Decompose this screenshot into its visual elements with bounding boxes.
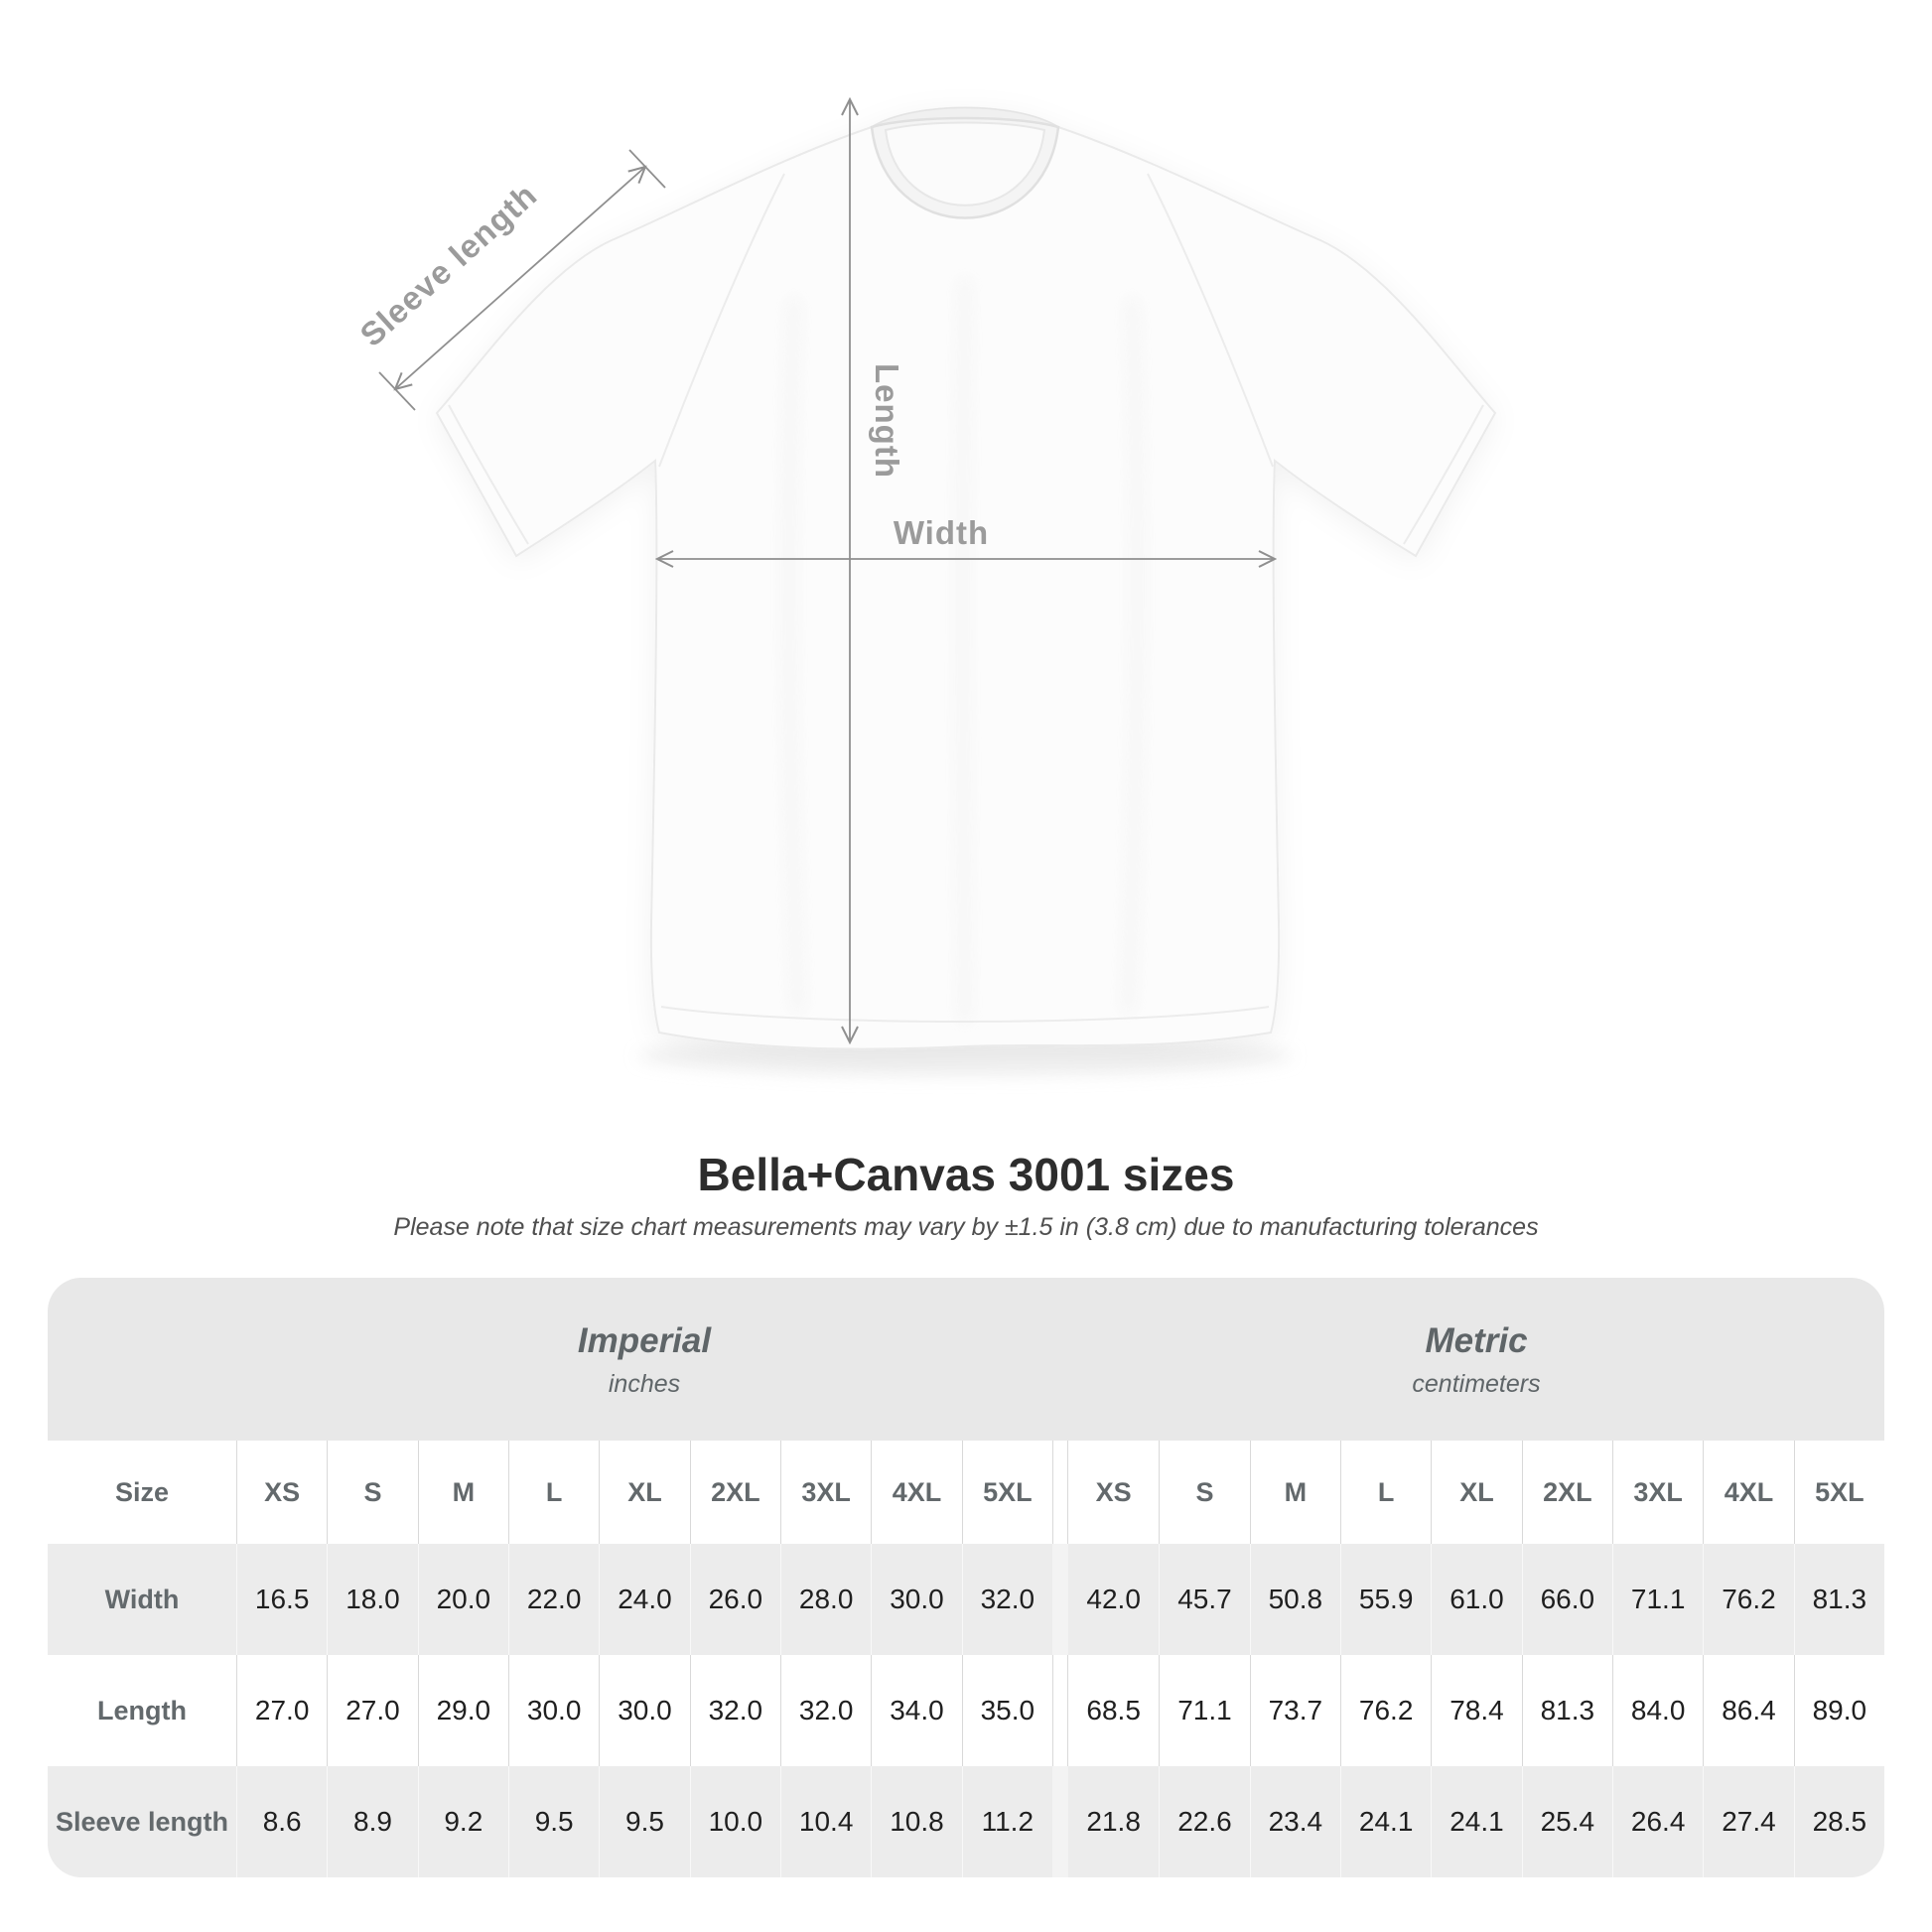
sleeve-length-label: Sleeve length xyxy=(352,176,544,353)
table-cell: 20.0 xyxy=(418,1544,508,1655)
table-cell: 27.0 xyxy=(327,1655,417,1766)
row-label: Length xyxy=(97,1695,187,1725)
group-header-sublabel: inches xyxy=(608,1369,681,1398)
size-header-cell: Size xyxy=(114,1476,170,1507)
table-cell: 76.2 xyxy=(1703,1544,1793,1655)
table-cell: 8.9 xyxy=(327,1766,417,1877)
table-cell: 55.9 xyxy=(1340,1544,1431,1655)
size-column-header: S xyxy=(1159,1441,1249,1544)
table-cell: 29.0 xyxy=(418,1655,508,1766)
size-table xyxy=(48,1278,1884,1877)
table-cell: 45.7 xyxy=(1159,1544,1249,1655)
table-cell: 81.3 xyxy=(1522,1655,1612,1766)
table-cell: 71.1 xyxy=(1612,1544,1703,1655)
size-table-body xyxy=(48,1544,1884,1877)
table-cell: 66.0 xyxy=(1522,1544,1612,1655)
size-column-header: 4XL xyxy=(1703,1441,1793,1544)
table-cell: 18.0 xyxy=(327,1544,417,1655)
size-column-header: 5XL xyxy=(962,1441,1052,1544)
table-cell: 28.5 xyxy=(1794,1766,1884,1877)
table-cell: 24.0 xyxy=(599,1544,689,1655)
table-cell: 73.7 xyxy=(1250,1655,1340,1766)
length-label: Length xyxy=(869,363,905,479)
column-gap xyxy=(1052,1766,1068,1877)
table-cell: 42.0 xyxy=(1086,1584,1141,1614)
column-gap xyxy=(1052,1655,1068,1766)
table-cell: 26.0 xyxy=(690,1544,780,1655)
size-column-header: 2XL xyxy=(1522,1441,1612,1544)
size-column-header: XS xyxy=(236,1441,327,1544)
page-title: Bella+Canvas 3001 sizes xyxy=(697,1149,1235,1200)
size-column-header: 4XL xyxy=(871,1441,961,1544)
size-column-header: L xyxy=(1340,1441,1431,1544)
table-cell: 84.0 xyxy=(1612,1655,1703,1766)
table-cell: 30.0 xyxy=(599,1655,689,1766)
table-cell: 27.0 xyxy=(236,1655,327,1766)
size-column-header: 5XL xyxy=(1794,1441,1884,1544)
group-header-imperial xyxy=(236,1278,1052,1441)
table-cell: 24.1 xyxy=(1340,1766,1431,1877)
table-row xyxy=(48,1655,1884,1766)
group-gap xyxy=(1052,1278,1068,1441)
table-cell: 30.0 xyxy=(508,1655,599,1766)
table-cell: 86.4 xyxy=(1703,1655,1793,1766)
table-cell: 34.0 xyxy=(871,1655,961,1766)
table-cell: 9.5 xyxy=(599,1766,689,1877)
group-header-metric xyxy=(1068,1278,1884,1441)
table-cell: 50.8 xyxy=(1250,1544,1340,1655)
table-row xyxy=(48,1766,1884,1877)
size-column-header: XL xyxy=(1431,1441,1521,1544)
group-header-row xyxy=(48,1278,1884,1441)
page-subtitle: Please note that size chart measurements may vary by ±1.5 in (3.8 cm) due to manufacturing tolerances xyxy=(393,1213,1539,1241)
group-header-sublabel: centimeters xyxy=(1412,1369,1541,1398)
table-cell: 10.4 xyxy=(780,1766,871,1877)
table-cell: 32.0 xyxy=(962,1544,1052,1655)
size-column-header: 3XL xyxy=(1612,1441,1703,1544)
table-cell: 24.1 xyxy=(1431,1766,1521,1877)
row-label: Sleeve length xyxy=(55,1806,229,1837)
table-cell: 28.0 xyxy=(780,1544,871,1655)
table-cell: 76.2 xyxy=(1340,1655,1431,1766)
group-header-label: Metric xyxy=(1425,1320,1528,1360)
sleeve-length-tick-top xyxy=(629,150,665,188)
table-cell: 78.4 xyxy=(1431,1655,1521,1766)
table-cell: 11.2 xyxy=(962,1766,1052,1877)
table-cell: 9.5 xyxy=(508,1766,599,1877)
size-header-row xyxy=(48,1441,1884,1544)
table-cell: 71.1 xyxy=(1159,1655,1249,1766)
table-cell: 26.4 xyxy=(1612,1766,1703,1877)
table-cell: 21.8 xyxy=(1086,1806,1141,1837)
size-column-header: M xyxy=(418,1441,508,1544)
size-column-header: 2XL xyxy=(690,1441,780,1544)
table-cell: 68.5 xyxy=(1086,1695,1141,1725)
sleeve-length-tick-bottom xyxy=(379,372,415,410)
table-cell: 9.2 xyxy=(418,1766,508,1877)
table-cell: 61.0 xyxy=(1431,1544,1521,1655)
table-cell: 27.4 xyxy=(1703,1766,1793,1877)
table-cell: 32.0 xyxy=(780,1655,871,1766)
table-cell: 16.5 xyxy=(236,1544,327,1655)
table-cell: 81.3 xyxy=(1794,1544,1884,1655)
size-column-header: 3XL xyxy=(780,1441,871,1544)
table-cell: 10.0 xyxy=(690,1766,780,1877)
corner-spacer xyxy=(48,1278,236,1441)
table-row xyxy=(48,1544,1884,1655)
table-cell: 30.0 xyxy=(871,1544,961,1655)
width-label: Width xyxy=(893,514,990,551)
size-column-header: L xyxy=(508,1441,599,1544)
table-cell: 35.0 xyxy=(962,1655,1052,1766)
size-column-header: XS xyxy=(1095,1476,1132,1507)
table-cell: 23.4 xyxy=(1250,1766,1340,1877)
size-column-header: S xyxy=(327,1441,417,1544)
table-cell: 25.4 xyxy=(1522,1766,1612,1877)
table-cell: 32.0 xyxy=(690,1655,780,1766)
table-cell: 8.6 xyxy=(236,1766,327,1877)
group-header-label: Imperial xyxy=(577,1320,712,1360)
table-cell: 22.6 xyxy=(1159,1766,1249,1877)
column-gap xyxy=(1052,1441,1068,1544)
column-gap xyxy=(1052,1544,1068,1655)
size-column-header: M xyxy=(1250,1441,1340,1544)
row-label: Width xyxy=(104,1584,180,1614)
size-column-header: XL xyxy=(599,1441,689,1544)
table-cell: 22.0 xyxy=(508,1544,599,1655)
table-cell: 89.0 xyxy=(1794,1655,1884,1766)
table-cell: 10.8 xyxy=(871,1766,961,1877)
